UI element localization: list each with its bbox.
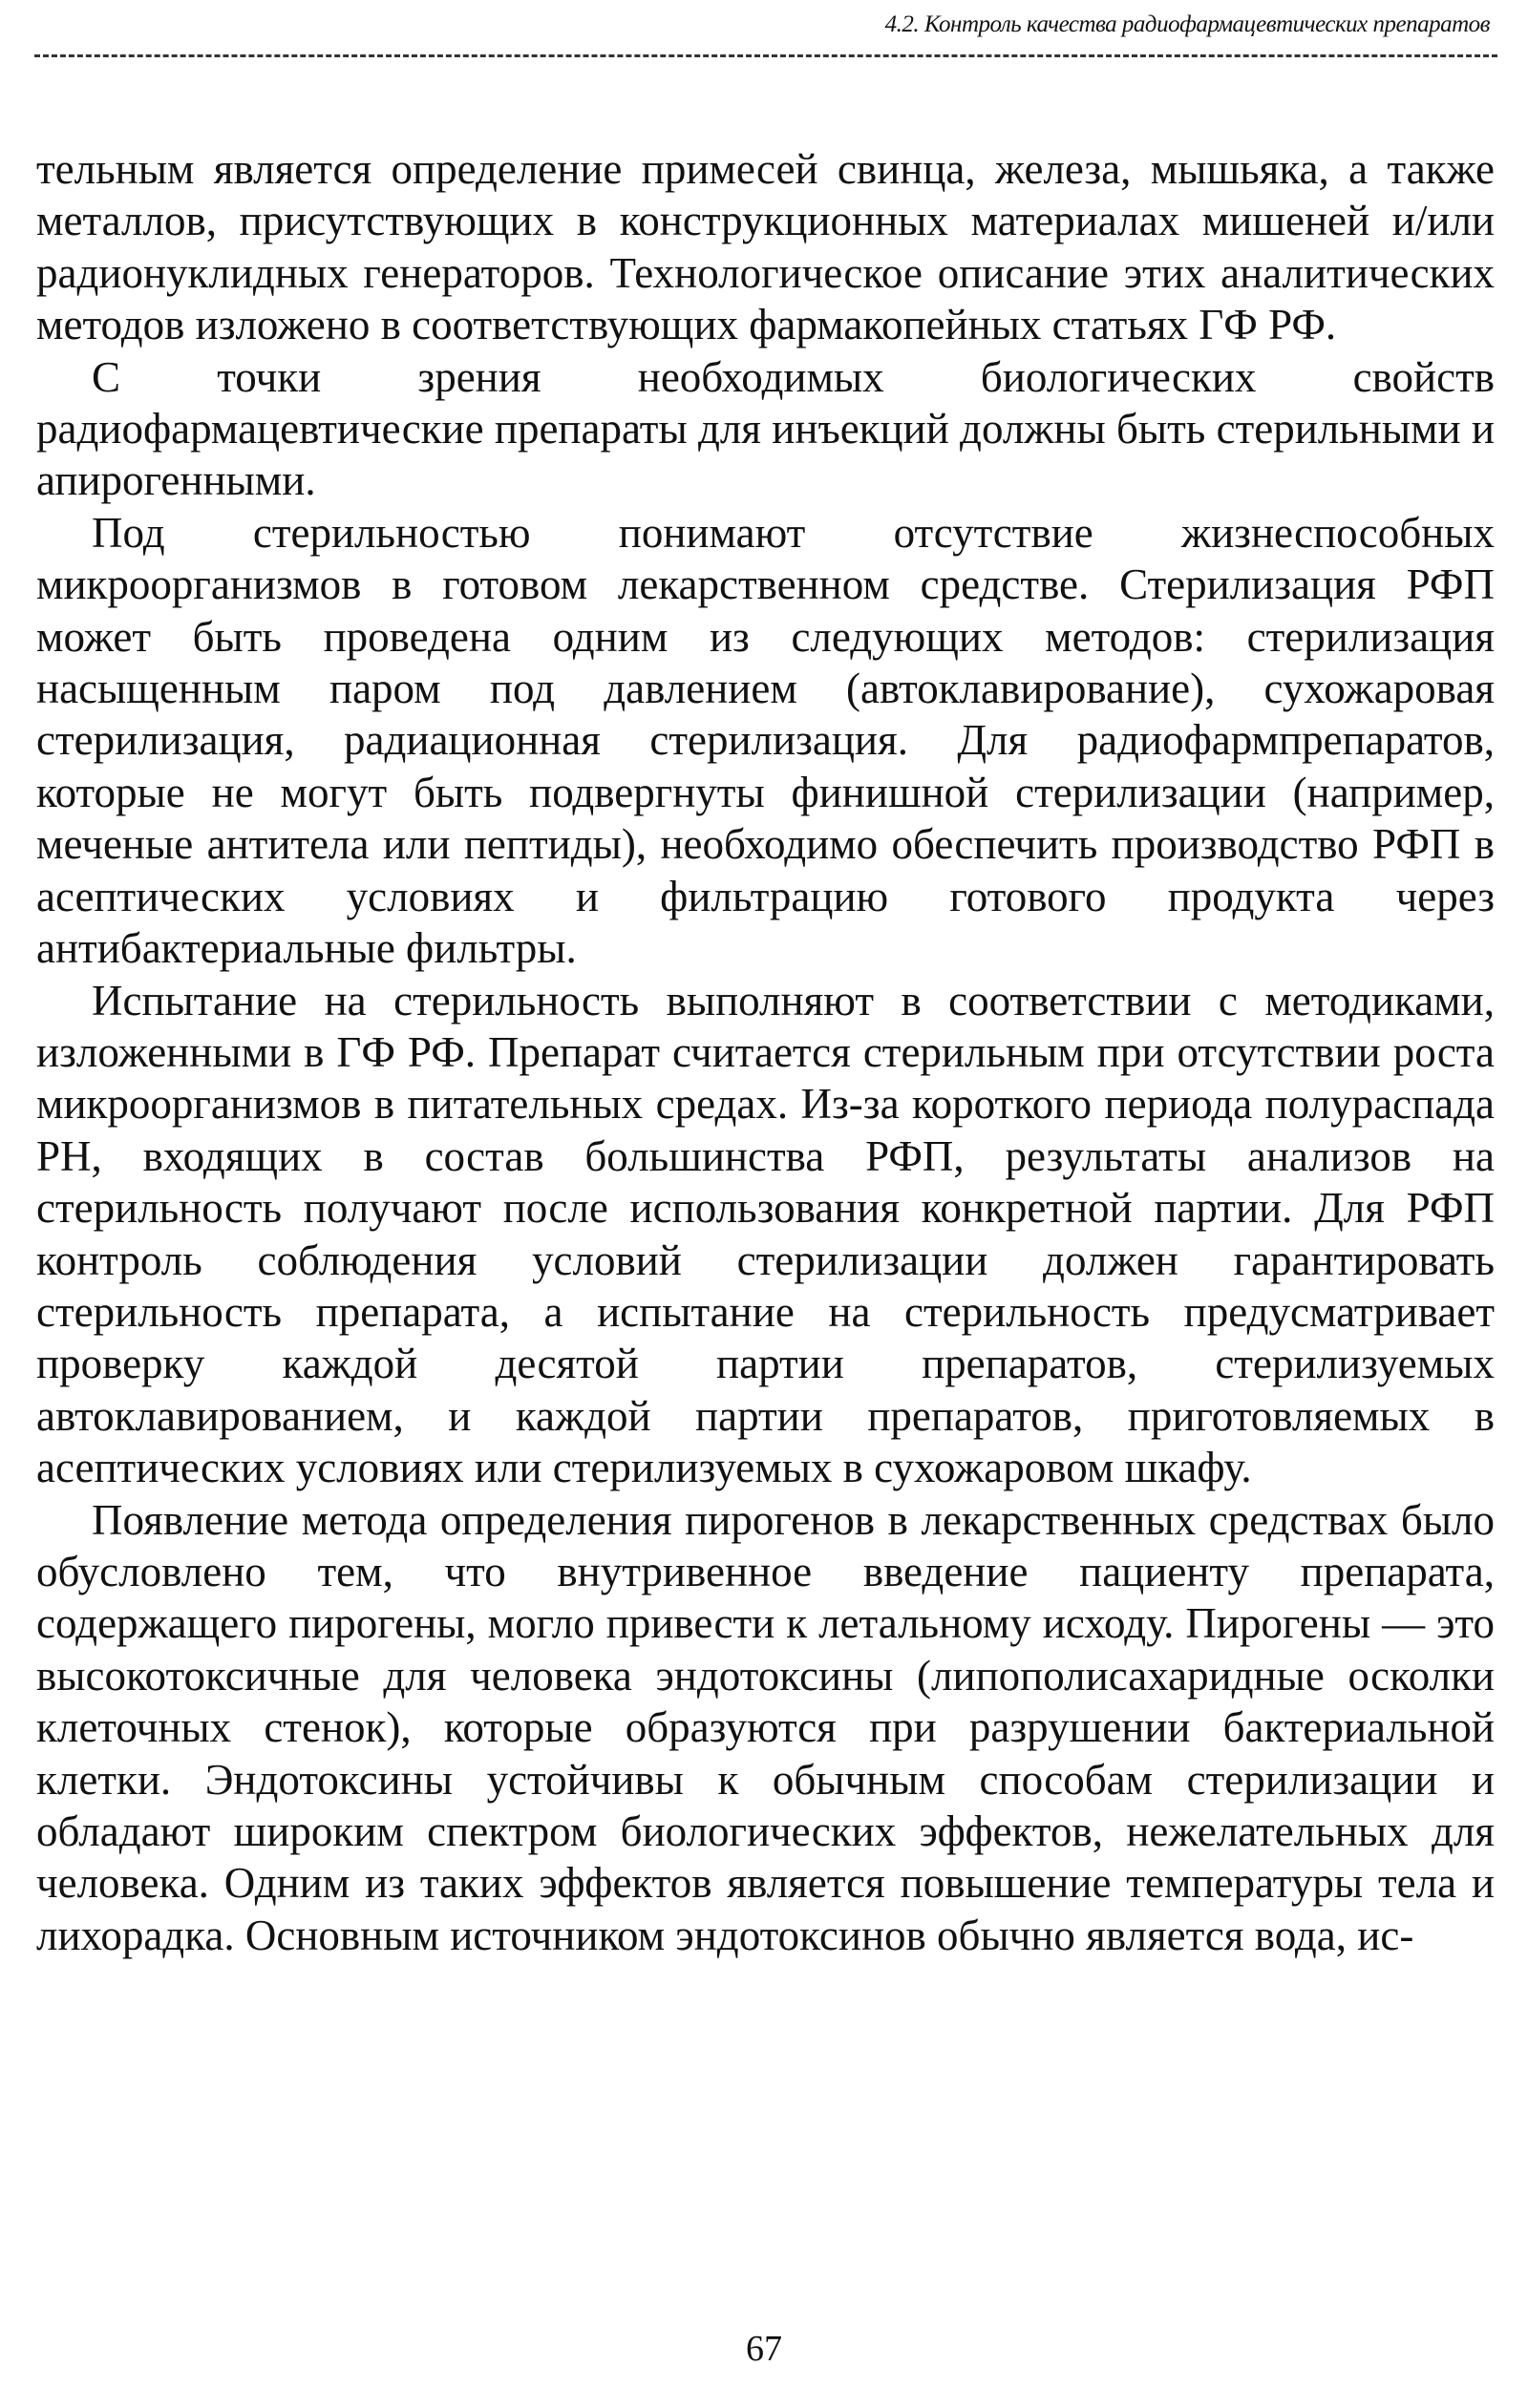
paragraph-1: тельным является определение примесей свинца, железа, мышьяка, а также металлов, присутствующих в конструкционных материалах мишеней и/или радионуклидных генераторов. Технологическое описание этих аналитических методов изложено в соответствующих фармакопейных статьях ГФ РФ.: [36, 145, 1495, 349]
page-number: 67: [746, 2329, 782, 2369]
paragraph-5: Появление метода определения пирогенов в лекарственных средствах было обусловлено тем, что внутривенное введение пациенту препарата, содержащего пирогены, могло привести к летальному исходу. Пирогены — это высокотоксичные для человека эндотоксины (липополисахаридные осколки клеточных стенок), которые образуются при разрушении бактериальной клетки. Эндотоксины устойчивы к обычным способам стерилизации и обладают широким спектром биологических эффектов, нежелательных для человека. Одним из таких эффектов является повышение температуры тела и лихорадка. Основным источником эндотоксинов обычно является вода, ис-: [36, 1495, 1495, 1959]
body-text: [36, 143, 1495, 1961]
paragraph-2: С точки зрения необходимых биологических свойств радиофармацевтические препараты для инъекций должны быть стерильными и апирогенными.: [36, 352, 1495, 505]
header-divider: [34, 54, 1497, 57]
paragraph-3: Под стерильностью понимают отсутствие жизнеспособных микроорганизмов в готовом лекарственном средстве. Стерилизация РФП может быть проведена одним из следующих методов: стерилизация насыщенным паром под давлением (автоклавирование), сухожаровая стерилизация, радиационная стерилизация. Для радиофармпрепаратов, которые не могут быть подвергнуты финишной стерилизации (например, меченые антитела или пептиды), необходимо обеспечить производство РФП в асептических условиях и фильтрацию готового продукта через антибактериальные фильтры.: [36, 508, 1495, 973]
paragraph-4: Испытание на стерильность выполняют в соответствии с методиками, изложенными в ГФ РФ. Препарат считается стерильным при отсутствии роста микроорганизмов в питательных средах. Из-за короткого периода полураспада РН, входящих в состав большинства РФП, результаты анализов на стерильность получают после использования конкретной партии. Для РФП контроль соблюдения условий стерилизации должен гарантировать стерильность препарата, а испытание на стерильность предусматривает проверку каждой десятой партии препаратов, стерилизуемых автоклавированием, и каждой партии препаратов, приготовляемых в асептических условиях или стерилизуемых в сухожаровом шкафу.: [36, 976, 1495, 1492]
running-header: 4.2. Контроль качества радиофармацевтических препаратов: [884, 11, 1490, 37]
